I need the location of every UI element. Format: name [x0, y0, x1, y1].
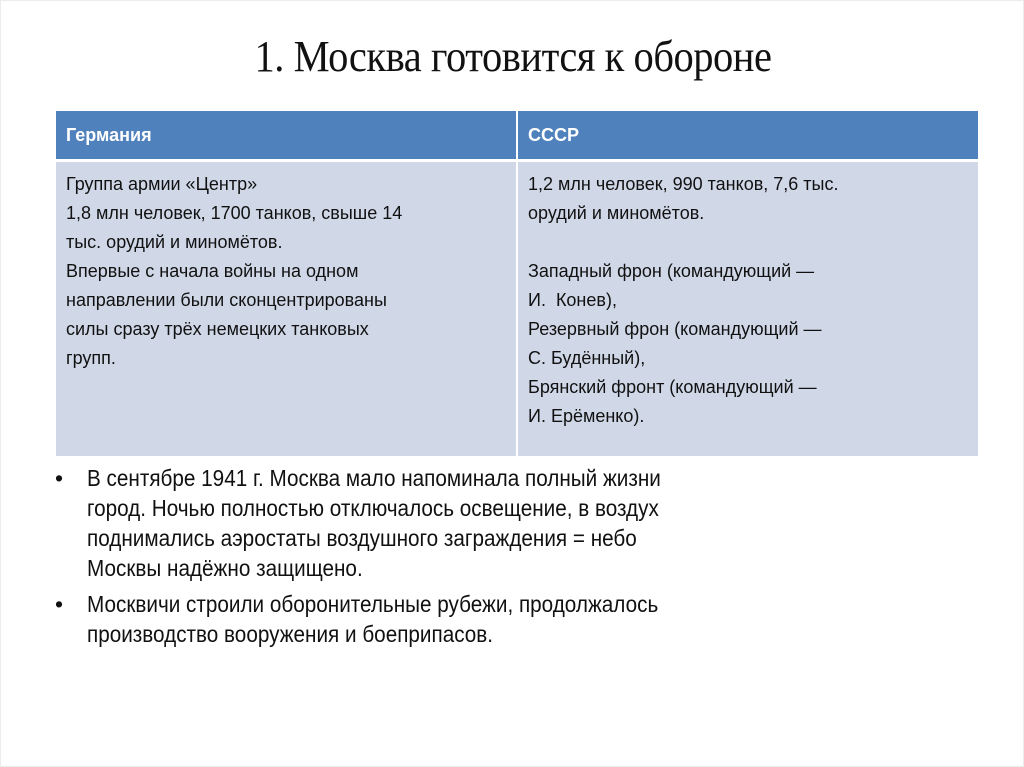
bullet-line: Москвичи строили оборонительные рубежи, продолжалось: [87, 591, 659, 617]
cell-germany: [56, 162, 518, 456]
bullet-line: город. Ночью полностью отключалось освещение, в воздух: [87, 495, 659, 521]
slide-title: 1. Москва готовится к обороне: [254, 32, 772, 81]
cell-line: Впервые с начала войны на одном: [66, 261, 359, 281]
cell-ussr: [518, 162, 978, 456]
bullet-icon: •: [55, 465, 64, 491]
cell-line: С. Будённый),: [528, 348, 646, 368]
bullet-list: [49, 463, 949, 655]
table-header-row: [56, 111, 978, 162]
list-item: [49, 463, 949, 583]
cell-line: Западный фрон (командующий —: [528, 261, 815, 281]
bullet-line: производство вооружения и боеприпасов.: [87, 621, 494, 647]
cell-line: Брянский фронт (командующий —: [528, 377, 817, 397]
cell-line: направлении были сконцентрированы: [66, 290, 387, 310]
cell-line: 1,8 млн человек, 1700 танков, свыше 14: [66, 203, 403, 223]
cell-line: Резервный фрон (командующий —: [528, 319, 822, 339]
table-row: [56, 162, 978, 456]
cell-line: Группа армии «Центр»: [66, 174, 258, 194]
bullet-line: Москвы надёжно защищено.: [87, 555, 363, 581]
cell-line: групп.: [66, 348, 116, 368]
cell-line: силы сразу трёх немецких танковых: [66, 319, 369, 339]
list-item: [49, 589, 949, 649]
header-ussr: СССР: [518, 111, 978, 162]
comparison-table: [56, 111, 978, 456]
bullet-icon: •: [55, 591, 64, 617]
cell-line: [528, 228, 968, 257]
cell-line: тыс. орудий и миномётов.: [66, 232, 283, 252]
bullet-line: В сентябре 1941 г. Москва мало напоминала полный жизни: [87, 465, 661, 491]
cell-line: 1,2 млн человек, 990 танков, 7,6 тыс.: [528, 174, 839, 194]
header-germany: Германия: [56, 111, 518, 162]
cell-line: И. Конев),: [528, 290, 617, 310]
cell-line: орудий и миномётов.: [528, 203, 705, 223]
cell-line: И. Ерёменко).: [528, 406, 645, 426]
bullet-line: поднимались аэростаты воздушного заграждения = небо: [87, 525, 637, 551]
